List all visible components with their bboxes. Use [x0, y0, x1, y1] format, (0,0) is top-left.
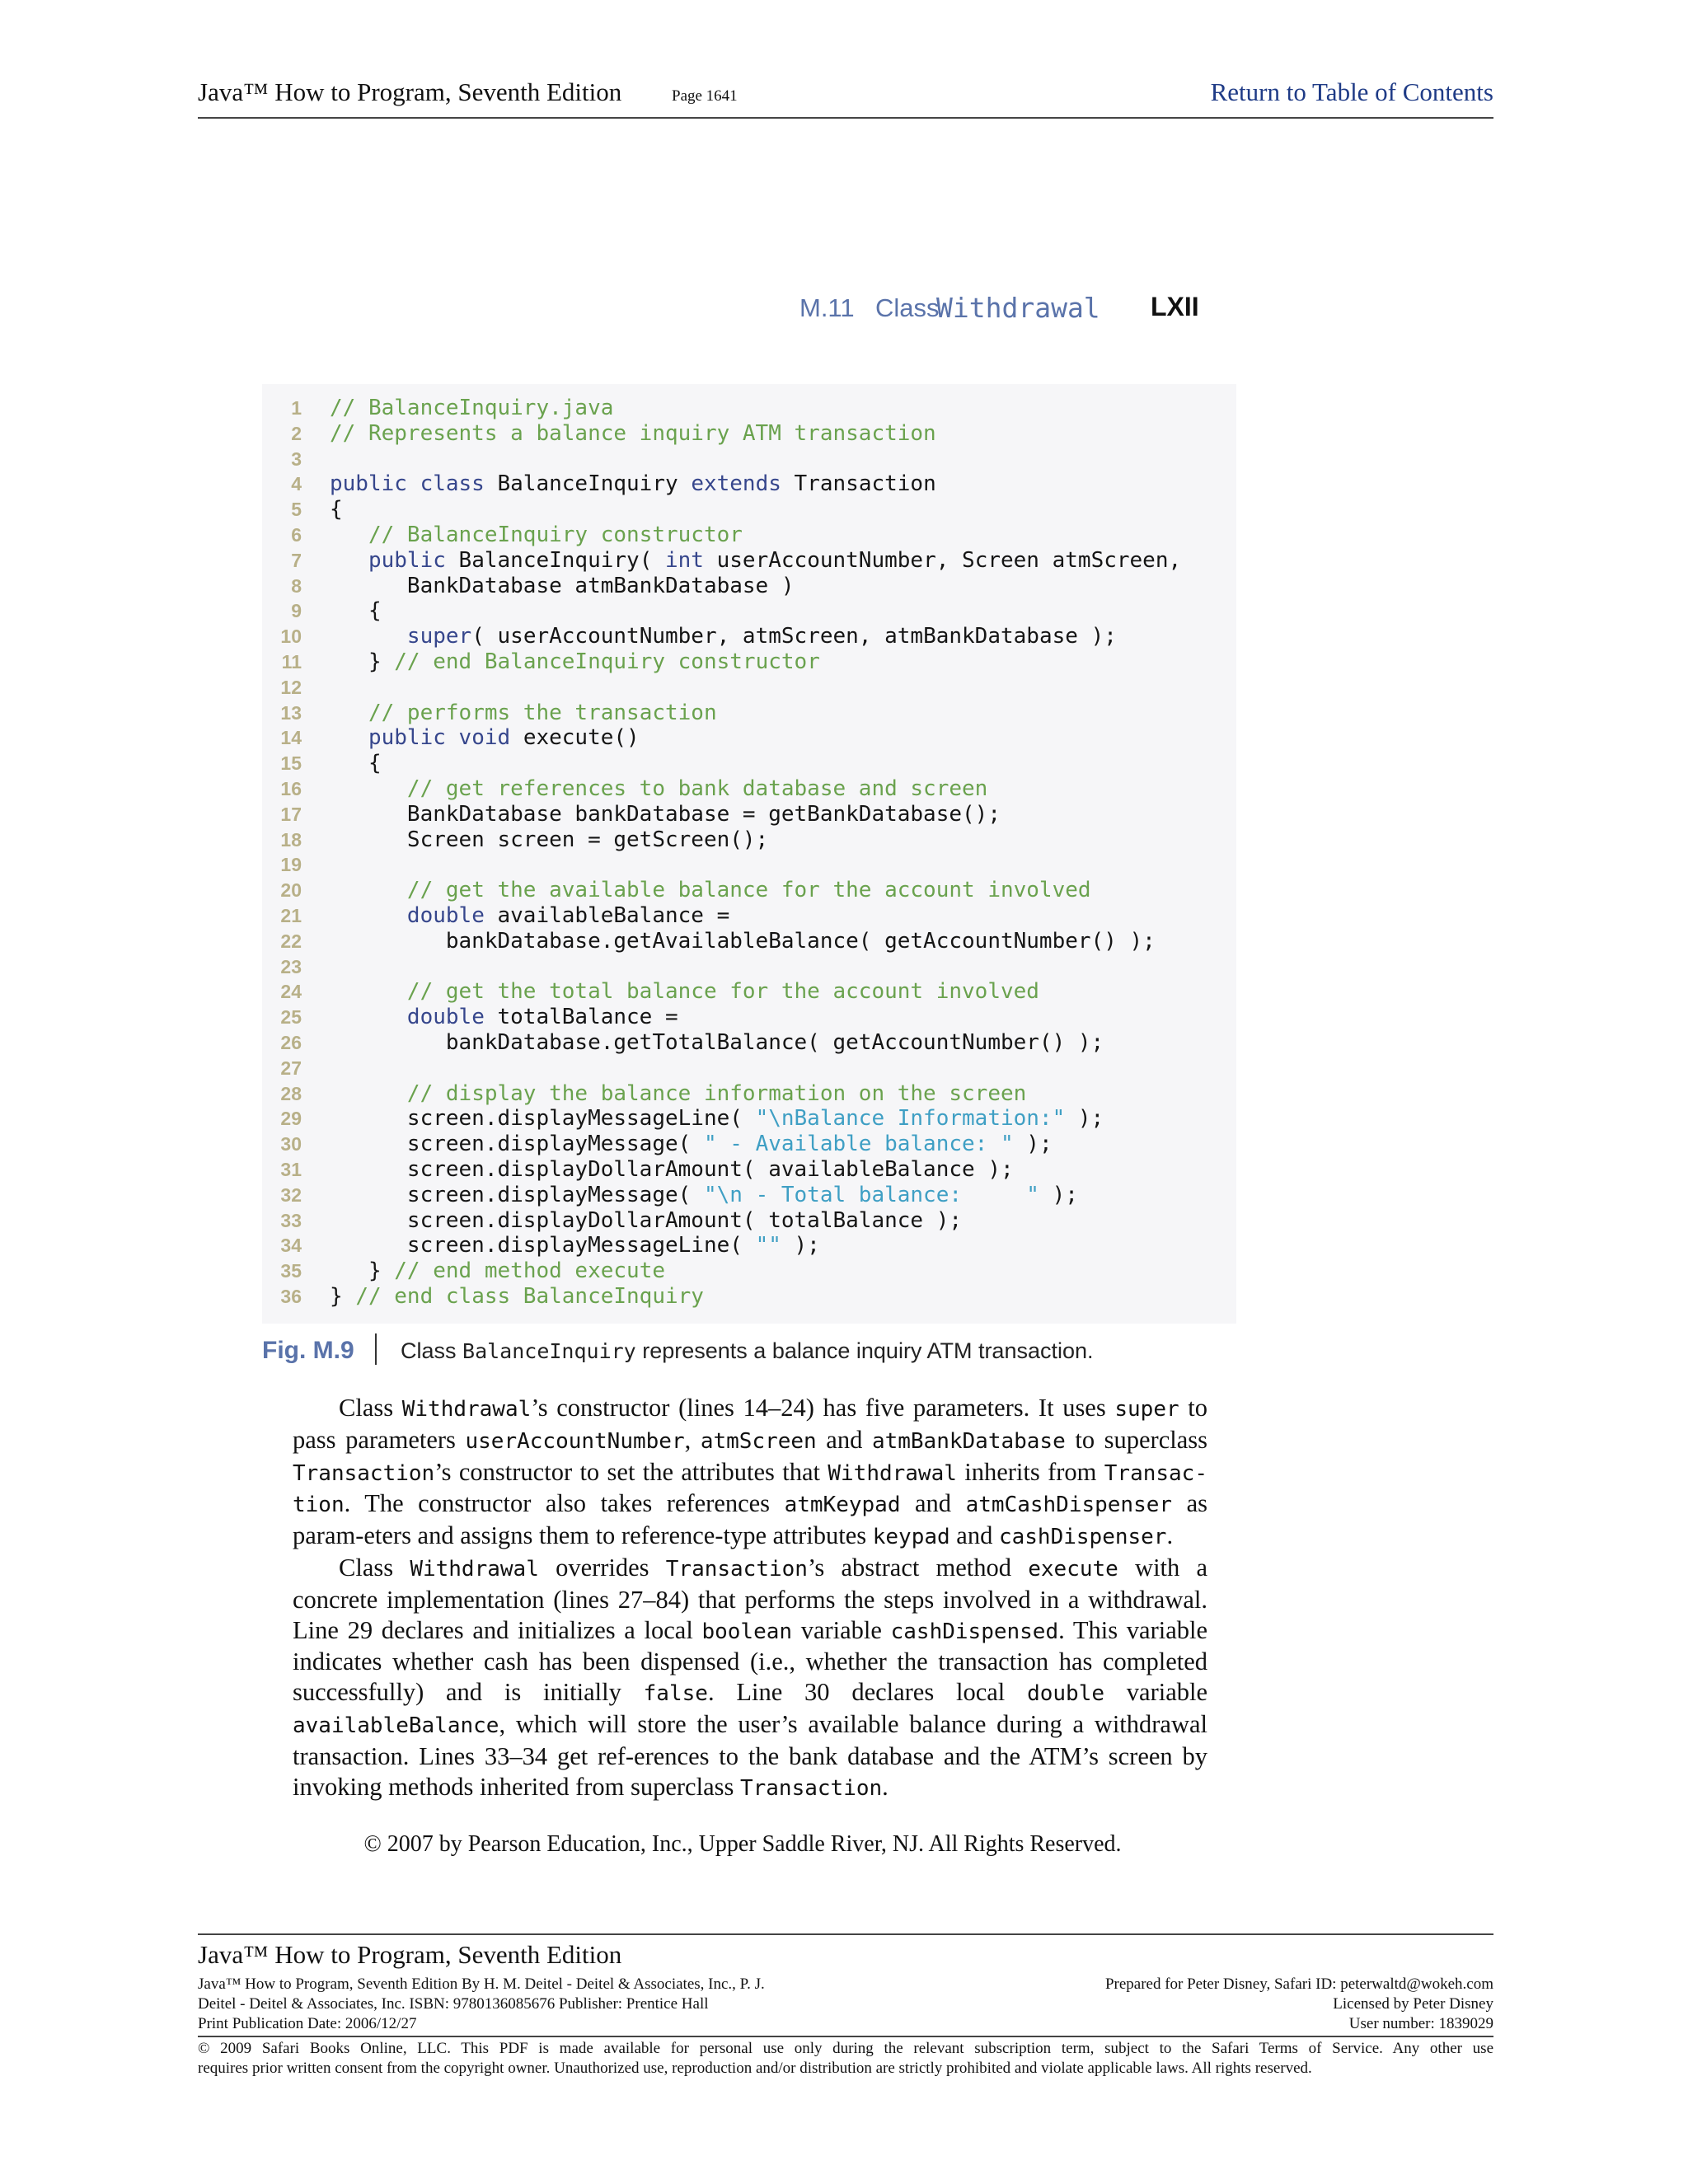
code-text: [330, 776, 987, 802]
inline-code: Transac-tion: [293, 1460, 1207, 1518]
line-number: 23: [280, 955, 302, 977]
inline-code: Transaction: [665, 1556, 808, 1582]
code-token-code: [330, 979, 407, 1004]
code-token-comment: // performs the transaction: [368, 700, 717, 725]
code-token-keyword: public class: [330, 471, 498, 497]
code-token-code: ( userAccountNumber, atmScreen, atmBankDatabase );: [471, 624, 1117, 649]
code-token-code: screen.displayMessage(: [330, 1132, 704, 1157]
line-number: 16: [280, 778, 302, 799]
line-number: 9: [291, 600, 302, 622]
inline-code: atmKeypad: [784, 1493, 901, 1518]
code-text: [330, 802, 1001, 827]
code-token-code: screen.displayMessage(: [330, 1182, 704, 1207]
book-title: Java™ How to Program, Seventh Edition: [198, 77, 622, 106]
page-number: Page 1641: [672, 87, 738, 105]
code-text: [330, 1005, 678, 1030]
code-token-keyword: double: [406, 903, 498, 928]
code-token-string: " - Available balance: ": [703, 1132, 1014, 1157]
line-number: 32: [280, 1183, 302, 1206]
code-line: [262, 929, 1236, 954]
code-token-code: [330, 624, 407, 649]
line-number: 10: [280, 626, 302, 648]
inline-code: Withdrawal: [410, 1556, 539, 1582]
code-line: [262, 523, 1236, 548]
code-token-code: Transaction: [794, 471, 936, 497]
line-number: 1: [291, 397, 302, 419]
footer-right-line: Prepared for Peter Disney, Safari ID: peterwaltd@wokeh.com: [1104, 1975, 1493, 1993]
code-line: [262, 1030, 1236, 1056]
paragraph-text: and: [950, 1521, 999, 1550]
code-line: [262, 852, 1236, 878]
line-number: 18: [280, 828, 302, 851]
footer-legal-line: © 2009 Safari Books Online, LLC. This PDF is made available for personal use only during the relevant subscription term, subject to the Safari Terms of Service. Any other use: [198, 2040, 1493, 2057]
paragraph-text: and: [816, 1425, 872, 1454]
inline-code: double: [1027, 1681, 1104, 1707]
code-token-code: );: [1013, 1132, 1053, 1157]
code-token-string: "\n - Total balance: ": [703, 1182, 1039, 1207]
inline-code: atmScreen: [700, 1428, 817, 1454]
section-number: M.11: [799, 293, 855, 322]
code-line: [262, 979, 1236, 1005]
code-token-code: [330, 1081, 407, 1106]
code-token-keyword: public: [368, 547, 459, 573]
code-token-code: );: [1039, 1182, 1078, 1207]
code-line: [262, 497, 1236, 523]
code-line: [262, 675, 1236, 701]
code-token-code: Screen screen = getScreen();: [330, 827, 769, 852]
code-line: [262, 471, 1236, 497]
paragraph-text: variable: [792, 1615, 891, 1644]
inline-code: Withdrawal: [828, 1460, 957, 1486]
code-text: [330, 1081, 1026, 1107]
code-token-code: {: [330, 497, 343, 523]
code-token-keyword: public void: [368, 725, 523, 751]
paragraph-text: Class: [339, 1394, 402, 1422]
paragraph-text: ,: [684, 1425, 701, 1454]
paragraph-text: .: [1166, 1521, 1174, 1550]
code-line: [262, 1258, 1236, 1284]
section-class-word: Class: [875, 293, 940, 322]
code-line: [262, 421, 1236, 447]
line-number: 35: [280, 1260, 302, 1282]
code-token-code: screen.displayMessageLine(: [330, 1233, 756, 1258]
line-number: 13: [280, 701, 302, 724]
code-token-comment: // display the balance information on the screen: [406, 1080, 1027, 1106]
code-text: [330, 725, 640, 751]
code-token-code: bankDatabase.getTotalBalance( getAccountNumber() );: [330, 1030, 1104, 1055]
code-line: [262, 624, 1236, 649]
code-token-code: [330, 776, 407, 801]
code-token-comment: // Represents a balance inquiry ATM transaction: [330, 420, 936, 446]
code-token-code: BankDatabase bankDatabase = getBankDatabase();: [330, 801, 1001, 827]
inline-code: keypad: [872, 1525, 950, 1550]
code-token-comment: // get the total balance for the account involved: [406, 979, 1039, 1005]
footer-divider: [198, 2036, 1493, 2037]
footer-publication-info: [198, 1975, 940, 2034]
code-token-code: execute(): [523, 725, 640, 751]
code-token-keyword: extends: [691, 471, 795, 497]
code-text: [330, 624, 1117, 649]
code-line: [262, 1005, 1236, 1030]
line-number: 8: [291, 574, 302, 597]
code-token-code: availableBalance =: [497, 903, 730, 928]
footer-legal-notice: [198, 2039, 1493, 2079]
code-line: [262, 827, 1236, 853]
line-number: 33: [280, 1209, 302, 1231]
page-footer: [198, 1933, 1493, 2077]
code-text: [330, 1157, 1014, 1183]
code-line: [262, 751, 1236, 776]
code-token-code: );: [781, 1233, 820, 1258]
paragraph-text: variable: [1104, 1678, 1208, 1707]
code-text: [330, 1208, 962, 1234]
caption-class-name: BalanceInquiry: [462, 1339, 636, 1363]
line-number: 24: [280, 981, 302, 1003]
code-text: [330, 903, 729, 929]
code-text: [330, 574, 795, 599]
code-token-code: [330, 548, 368, 573]
line-number: 28: [280, 1082, 302, 1104]
line-number: 22: [280, 930, 302, 952]
body-paragraph: [293, 1553, 1207, 1803]
code-token-code: [330, 523, 368, 547]
code-token-code: }: [330, 1284, 356, 1309]
paragraph-text: . Line 30 declares local: [707, 1678, 1028, 1707]
footer-left-line: Java™ How to Program, Seventh Edition By H. M. Deitel - Deitel & Associates, Inc., P. J.: [198, 1975, 765, 1993]
code-text: [330, 929, 1156, 954]
line-number: 36: [280, 1286, 302, 1307]
code-text: [330, 827, 768, 853]
line-number: 30: [280, 1133, 302, 1155]
body-paragraph: [293, 1393, 1207, 1553]
code-token-comment: // get references to bank database and screen: [406, 776, 988, 801]
code-text: [330, 1258, 665, 1284]
line-number: 11: [281, 651, 302, 673]
paragraph-text: and: [900, 1489, 966, 1518]
code-text: [330, 751, 382, 776]
code-line: [262, 776, 1236, 802]
footer-right-line: User number: 1839029: [1348, 2015, 1493, 2032]
roman-page-number: LXII: [1151, 292, 1199, 321]
code-text: [330, 396, 613, 421]
body-text: [293, 1393, 1207, 1803]
code-token-code: BankDatabase atmBankDatabase ): [330, 573, 795, 598]
paragraph-text: with a concrete implementation (lines 27–84) that performs the steps involved in a withdrawal. Line 29 declares and initializes a local: [293, 1553, 1208, 1644]
code-token-comment: // end method execute: [394, 1258, 666, 1284]
line-number: 27: [280, 1057, 302, 1079]
inline-code: cashDispenser: [998, 1525, 1167, 1550]
paragraph-text: .: [882, 1772, 889, 1801]
code-token-code: totalBalance =: [497, 1005, 678, 1030]
paragraph-text: as param-eters and assigns them to reference-type attributes: [293, 1489, 1207, 1550]
code-token-comment: // BalanceInquiry constructor: [368, 523, 743, 547]
code-text: [330, 471, 936, 497]
code-line: [262, 1284, 1236, 1310]
line-number: 17: [280, 803, 302, 825]
inline-code: super: [1114, 1397, 1179, 1422]
code-text: [330, 701, 717, 726]
line-number: 2: [291, 422, 302, 444]
code-token-string: "\nBalance Information:": [755, 1106, 1066, 1132]
code-line: [262, 649, 1236, 675]
code-token-keyword: super: [406, 624, 472, 649]
inline-code: atmBankDatabase: [871, 1428, 1066, 1454]
code-token-code: {: [330, 598, 382, 624]
code-line: [262, 598, 1236, 624]
caption-text-before: Class: [401, 1338, 463, 1363]
code-line: [262, 1233, 1236, 1258]
code-line: [262, 1081, 1236, 1107]
paragraph-text: . The constructor also takes references: [344, 1489, 785, 1518]
running-head: [799, 290, 1212, 328]
line-number: 31: [280, 1159, 302, 1180]
footer-left-line: Deitel - Deitel & Associates, Inc. ISBN: 9780136085676 Publisher: Prentice Hall: [198, 1995, 709, 2013]
code-token-code: [330, 725, 368, 750]
paragraph-text: inherits from: [956, 1457, 1104, 1486]
paragraph-text: overrides: [538, 1553, 666, 1582]
footer-legal-line: requires prior written consent from the copyright owner. Unauthorized use, reproduction and/or distribution are strictly prohibited and violate applicable laws. All rights reserved.: [198, 2060, 1312, 2077]
code-line: [262, 1183, 1236, 1208]
code-token-code: BalanceInquiry(: [458, 547, 665, 573]
inline-code: execute: [1028, 1556, 1118, 1582]
code-token-code: bankDatabase.getAvailableBalance( getAccountNumber() );: [330, 928, 1156, 954]
inline-code: Transaction: [739, 1775, 883, 1801]
paragraph-text: to pass parameters: [293, 1394, 1207, 1454]
code-line: [262, 725, 1236, 751]
paragraph-text: ’s constructor to set the attributes that: [434, 1457, 828, 1486]
code-token-string: "": [755, 1233, 781, 1258]
copyright-notice: [0, 1831, 1688, 1858]
code-text: [330, 1183, 1078, 1208]
code-token-keyword: int: [665, 547, 717, 573]
code-text: [330, 497, 343, 523]
line-number: 25: [280, 1006, 302, 1029]
code-line: [262, 1157, 1236, 1183]
footer-right-line: Licensed by Peter Disney: [1333, 1995, 1493, 2013]
code-text: [330, 598, 382, 624]
inline-code: Transaction: [293, 1460, 435, 1486]
return-to-toc-link[interactable]: Return to Table of Contents: [1210, 77, 1493, 106]
paragraph-text: ’s constructor (lines 14–24) has five parameters. It uses: [531, 1394, 1115, 1422]
code-token-code: [330, 903, 407, 928]
line-number: 21: [280, 905, 302, 926]
code-token-code: }: [330, 649, 395, 674]
code-token-code: BalanceInquiry: [497, 471, 692, 497]
code-line: [262, 447, 1236, 472]
inline-code: false: [643, 1681, 708, 1707]
line-number: 14: [280, 727, 302, 749]
inline-code: availableBalance: [293, 1713, 499, 1738]
code-token-code: {: [330, 751, 382, 776]
line-number: 4: [291, 473, 302, 495]
code-token-comment: // get the available balance for the account involved: [406, 878, 1091, 903]
code-token-code: [330, 701, 368, 725]
caption-text-after: represents a balance inquiry ATM transaction.: [635, 1338, 1094, 1363]
code-text: [330, 1132, 1053, 1157]
line-number: 6: [291, 524, 302, 546]
code-text: [330, 1233, 820, 1258]
inline-code: atmCashDispenser: [965, 1493, 1173, 1518]
code-token-code: screen.displayDollarAmount( totalBalance );: [330, 1207, 963, 1233]
section-class-name: Withdrawal: [936, 292, 1100, 324]
inline-code: Withdrawal: [401, 1397, 532, 1422]
code-line: [262, 701, 1236, 726]
inline-code: cashDispensed: [890, 1619, 1059, 1644]
code-text: [330, 979, 1039, 1005]
paragraph-text: ’s abstract method: [807, 1553, 1029, 1582]
code-listing: [262, 384, 1236, 1324]
line-number: 34: [280, 1235, 302, 1257]
code-text: [330, 878, 1091, 903]
footer-left-line: Print Publication Date: 2006/12/27: [198, 2015, 417, 2032]
code-line: [262, 878, 1236, 903]
paragraph-text: Class: [339, 1553, 410, 1582]
code-token-code: }: [330, 1258, 395, 1284]
code-token-comment: // BalanceInquiry.java: [330, 396, 614, 420]
code-line: [262, 574, 1236, 599]
code-token-keyword: double: [406, 1005, 498, 1030]
code-token-code: );: [1065, 1106, 1104, 1132]
code-line: [262, 1208, 1236, 1234]
code-line: [262, 802, 1236, 827]
code-line: [262, 1106, 1236, 1132]
code-text: [330, 548, 1181, 574]
paragraph-text: to superclass: [1065, 1425, 1208, 1454]
code-line: [262, 548, 1236, 574]
page-header: [198, 76, 1493, 119]
code-token-code: [330, 1005, 407, 1029]
footer-license-info: [917, 1975, 1493, 2034]
code-text: [330, 1284, 704, 1310]
paragraph-text: . This variable indicates whether cash has been dispensed (i.e., whether the transaction has completed successfully) and is initially: [293, 1615, 1207, 1707]
line-number: 5: [291, 499, 302, 521]
code-text: [330, 1030, 1104, 1056]
line-number: 20: [280, 879, 302, 902]
code-token-comment: // end BalanceInquiry constructor: [394, 649, 820, 674]
line-number: 19: [280, 854, 302, 876]
code-token-code: screen.displayMessageLine(: [330, 1106, 756, 1132]
code-text: [330, 523, 743, 548]
code-token-code: userAccountNumber, Screen atmScreen,: [716, 547, 1182, 573]
code-token-code: screen.displayDollarAmount( availableBalance );: [330, 1157, 1014, 1182]
paragraph-text: , which will store the user’s available balance during a withdrawal transaction. Lines 33–34 get ref-erences to the bank database and the ATM’s screen by invoking methods inherited from superclass: [293, 1709, 1207, 1801]
figure-label: Fig. M.9: [262, 1337, 354, 1364]
code-token-comment: // end class BalanceInquiry: [355, 1284, 704, 1309]
code-text: [330, 1106, 1104, 1132]
code-line: [262, 396, 1236, 421]
line-number: 3: [291, 448, 302, 470]
code-line: [262, 954, 1236, 980]
copyright-text: © 2007 by Pearson Education, Inc., Upper Saddle River, NJ. All Rights Reserved.: [363, 1831, 1122, 1857]
caption-text: [401, 1338, 1094, 1364]
line-number: 29: [280, 1108, 302, 1130]
code-line: [262, 1132, 1236, 1157]
code-text: [330, 649, 820, 675]
code-token-code: [330, 878, 407, 902]
inline-code: userAccountNumber: [465, 1428, 685, 1454]
inline-code: boolean: [701, 1619, 793, 1644]
caption-separator: [375, 1333, 377, 1365]
line-number: 7: [291, 549, 302, 571]
footer-book-title: Java™ How to Program, Seventh Edition: [198, 1940, 622, 1969]
line-number: 26: [280, 1032, 302, 1053]
code-line: [262, 1056, 1236, 1081]
line-number: 12: [280, 676, 302, 698]
code-line: [262, 903, 1236, 929]
line-number: 15: [280, 752, 302, 775]
code-text: [330, 421, 936, 447]
